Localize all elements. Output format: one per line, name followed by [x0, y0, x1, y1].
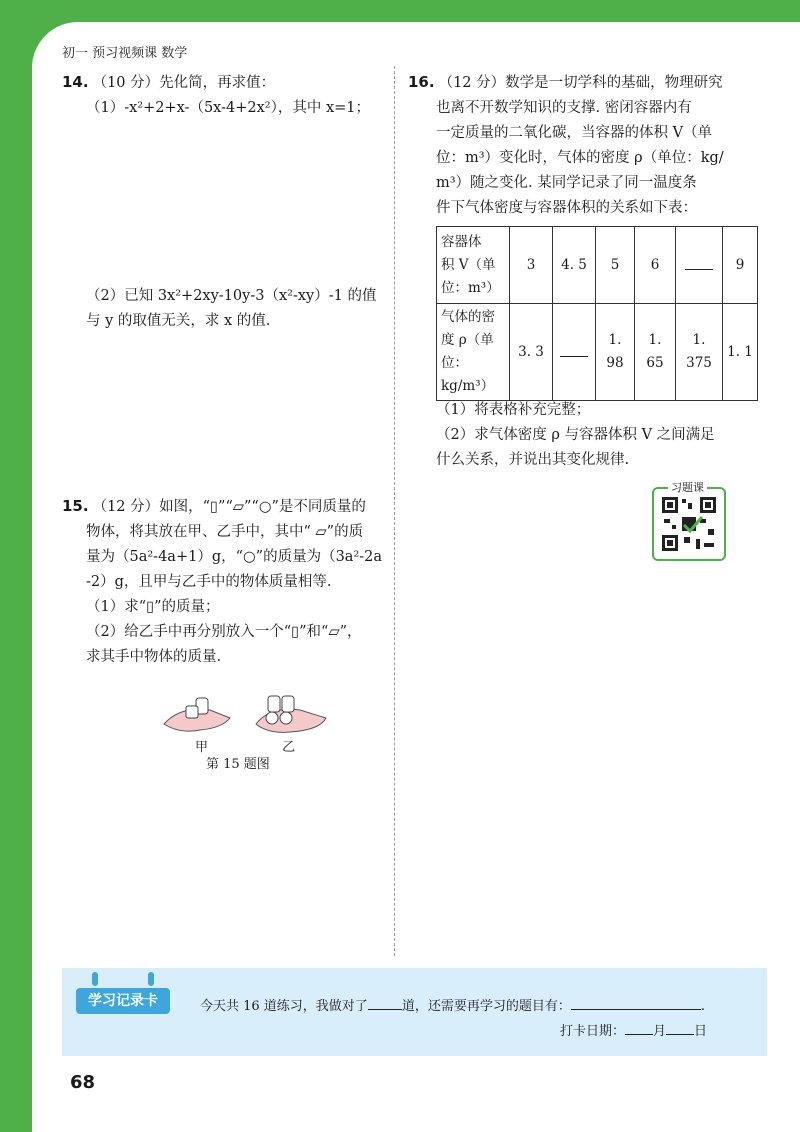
correct-count-blank[interactable] [368, 996, 402, 1010]
hands-figure [160, 684, 330, 744]
header-text: 积 V（单 [441, 256, 496, 273]
header-text: 容器体 [441, 233, 482, 250]
table-cell: 5 [596, 227, 635, 304]
cylinder-weight-icon [268, 696, 280, 712]
question-part-2: （2）给乙手中再分别放入一个“▯”和“▱”， [86, 624, 362, 640]
qr-label: 习题课 [668, 479, 707, 495]
table-header-cell [437, 227, 510, 304]
page-header: 初一 预习视频课 数学 [62, 46, 188, 61]
pin-icon [148, 972, 154, 986]
table-row [437, 304, 758, 401]
table-header-cell [437, 304, 510, 401]
header-text: 位：kg/m³） [441, 355, 495, 394]
header-text: 位：m³） [441, 279, 500, 296]
question-text-line: 物体，将其放在甲、乙手中，其中“ ▱”的质 [86, 524, 364, 540]
question-part-1: （1）求“▯”的质量； [86, 599, 220, 615]
question-text-line: 什么关系，并说出其变化规律. [436, 452, 630, 468]
figure-caption: 第 15 题图 [206, 757, 270, 772]
question-number: 16. [408, 73, 435, 91]
question-text-line: （12 分）如图，“▯”“▱”“○”是不同质量的 [92, 499, 366, 515]
question-text-line: 件下气体密度与容器体积的关系如下表： [436, 200, 697, 216]
table-cell: 4. 5 [553, 227, 596, 304]
review-items-blank[interactable] [571, 996, 701, 1010]
day-label: 日 [694, 1024, 708, 1039]
record-card-tag: 学习记录卡 [76, 988, 170, 1014]
question-15 [62, 494, 392, 670]
question-14 [62, 70, 382, 121]
table-cell: 1. 1 [723, 304, 758, 401]
table-cell: 6 [635, 227, 676, 304]
record-text-part: 今天共 16 道练习，我做对了 [200, 999, 368, 1014]
table-row [437, 227, 758, 304]
table-cell: 9 [723, 227, 758, 304]
qr-code-icon[interactable] [652, 487, 726, 561]
header-text: 气体的密 [441, 309, 495, 325]
table-cell: 1. 98 [596, 304, 635, 401]
cylinder-weight-icon [186, 706, 198, 718]
ball-weight-icon [280, 712, 292, 724]
header-text: 度 ρ（单 [441, 332, 494, 348]
column-divider [394, 66, 395, 956]
question-part-1: （1）将表格补充完整； [436, 402, 591, 418]
question-text-line: （2）已知 3x²+2xy-10y-3（x²-xy）-1 的值 [86, 288, 377, 304]
page-number: 68 [70, 1072, 96, 1093]
question-text-line: m³）随之变化. 某同学记录了同一温度条 [436, 175, 697, 191]
month-label: 月 [653, 1024, 667, 1039]
qr-pattern-icon [654, 489, 724, 559]
question-text-line: 位：m³）变化时，气体的密度 ρ（单位：kg/ [436, 150, 724, 166]
question-text-line: 与 y 的取值无关，求 x 的值. [86, 313, 271, 329]
question-14-part-2 [62, 284, 392, 334]
question-text-line: 量为（5a²-4a+1）g，“○”的质量为（3a²-2a [86, 549, 383, 565]
month-blank[interactable] [625, 1021, 653, 1035]
question-text-line: 一定质量的二氧化碳，当容器的体积 V（单 [436, 125, 713, 141]
table-cell-blank [553, 304, 596, 401]
ball-weight-icon [266, 712, 278, 724]
record-text-part: . [700, 999, 705, 1014]
question-16-parts [436, 398, 766, 473]
label-yi: 乙 [282, 740, 296, 755]
question-text-line: 也离不开数学知识的支撑. 密闭容器内有 [436, 100, 692, 116]
table-cell: 1. 375 [676, 304, 723, 401]
question-text-line: （12 分）数学是一切学科的基础，物理研究 [438, 75, 723, 91]
question-number: 14. [62, 73, 89, 91]
record-text-part: 道，还需要再学习的题目有： [401, 999, 571, 1014]
answer-blank[interactable] [560, 340, 588, 357]
question-16 [408, 70, 768, 221]
table-cell: 3. 3 [510, 304, 553, 401]
question-number: 15. [62, 497, 89, 515]
question-part-2: （2）求气体密度 ρ 与容器体积 V 之间满足 [436, 427, 715, 443]
table-cell: 1. 65 [635, 304, 676, 401]
question-text-line: 求其手中物体的质量. [86, 649, 222, 665]
question-text-line: -2）g，且甲与乙手中的物体质量相等. [86, 574, 332, 590]
question-part-1: （1）-x²+2+x-（5x-4+2x²），其中 x=1； [86, 100, 371, 116]
question-intro: （10 分）先化简，再求值： [92, 75, 276, 91]
answer-blank[interactable] [685, 253, 713, 270]
day-blank[interactable] [666, 1021, 694, 1035]
volume-density-table [436, 226, 758, 401]
table-cell-blank [676, 227, 723, 304]
record-text [200, 995, 705, 1014]
checkin-label: 打卡日期： [560, 1024, 626, 1039]
cylinder-weight-icon [282, 696, 294, 712]
label-jia: 甲 [195, 740, 209, 755]
pin-icon [92, 972, 98, 986]
checkin-date [560, 1020, 707, 1039]
table-cell: 3 [510, 227, 553, 304]
